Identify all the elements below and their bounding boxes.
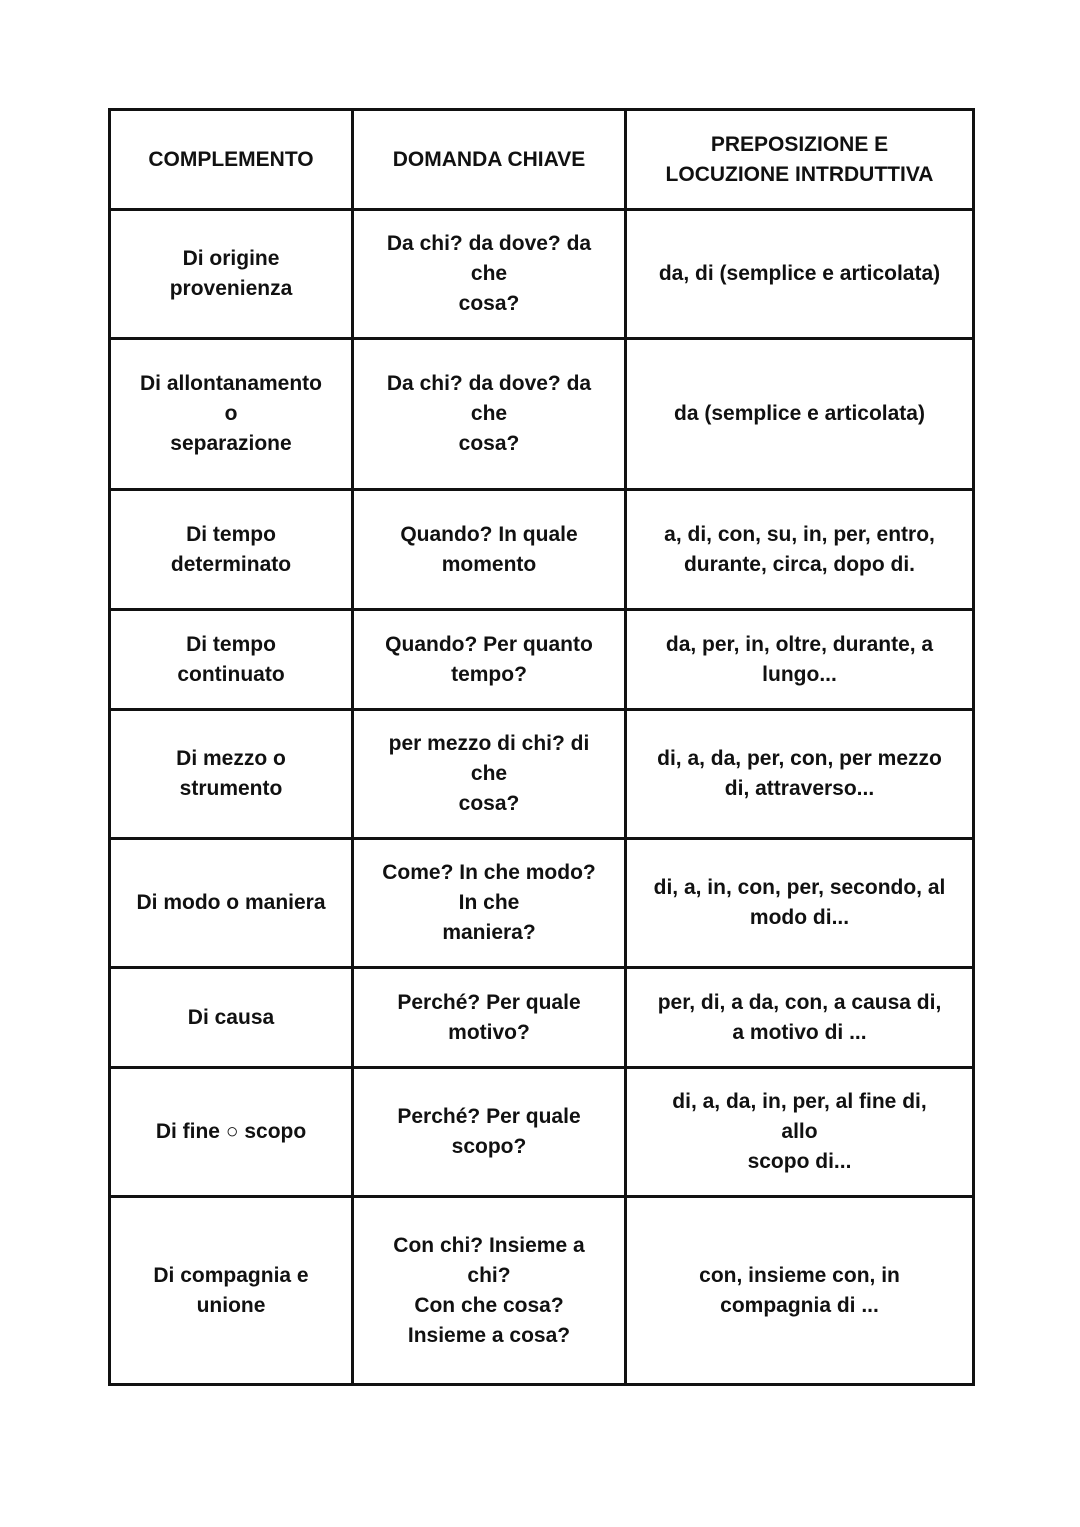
cell-complemento: Di modo o maniera: [110, 839, 353, 968]
table-row: [110, 839, 974, 968]
table-row: [110, 710, 974, 839]
cell-complemento: Di origine provenienza: [110, 210, 353, 339]
table-row: [110, 490, 974, 610]
cell-complemento: Di mezzo o strumento: [110, 710, 353, 839]
cell-preposizione: di, a, in, con, per, secondo, al modo di...: [626, 839, 974, 968]
cell-domanda: Perché? Per quale scopo?: [353, 1068, 626, 1197]
table-row: [110, 1197, 974, 1385]
cell-preposizione: di, a, da, in, per, al fine di, allo scopo di...: [626, 1068, 974, 1197]
table-row: [110, 968, 974, 1068]
cell-domanda: Perché? Per quale motivo?: [353, 968, 626, 1068]
cell-complemento: Di causa: [110, 968, 353, 1068]
header-complemento: COMPLEMENTO: [110, 110, 353, 210]
table-row: [110, 1068, 974, 1197]
cell-complemento: Di tempo determinato: [110, 490, 353, 610]
header-preposizione: PREPOSIZIONE E LOCUZIONE INTRDUTTIVA: [626, 110, 974, 210]
cell-domanda: Da chi? da dove? da che cosa?: [353, 339, 626, 490]
header-row: [110, 110, 974, 210]
cell-complemento: Di allontanamento o separazione: [110, 339, 353, 490]
cell-preposizione: a, di, con, su, in, per, entro, durante, circa, dopo di.: [626, 490, 974, 610]
cell-complemento: Di tempo continuato: [110, 610, 353, 710]
cell-domanda: Come? In che modo? In che maniera?: [353, 839, 626, 968]
cell-preposizione: di, a, da, per, con, per mezzo di, attraverso...: [626, 710, 974, 839]
cell-domanda: Con chi? Insieme a chi? Con che cosa? Insieme a cosa?: [353, 1197, 626, 1385]
cell-preposizione: da, per, in, oltre, durante, a lungo...: [626, 610, 974, 710]
cell-domanda: Quando? Per quanto tempo?: [353, 610, 626, 710]
cell-domanda: Quando? In quale momento: [353, 490, 626, 610]
table-row: [110, 210, 974, 339]
cell-domanda: Da chi? da dove? da che cosa?: [353, 210, 626, 339]
cell-complemento: Di fine ○ scopo: [110, 1068, 353, 1197]
header-domanda-chiave: DOMANDA CHIAVE: [353, 110, 626, 210]
cell-preposizione: da (semplice e articolata): [626, 339, 974, 490]
cell-preposizione: da, di (semplice e articolata): [626, 210, 974, 339]
table-row: [110, 339, 974, 490]
cell-preposizione: con, insieme con, in compagnia di ...: [626, 1197, 974, 1385]
cell-domanda: per mezzo di chi? di che cosa?: [353, 710, 626, 839]
complementi-table: [108, 108, 975, 1386]
table-row: [110, 610, 974, 710]
cell-complemento: Di compagnia e unione: [110, 1197, 353, 1385]
cell-preposizione: per, di, a da, con, a causa di, a motivo di ...: [626, 968, 974, 1068]
